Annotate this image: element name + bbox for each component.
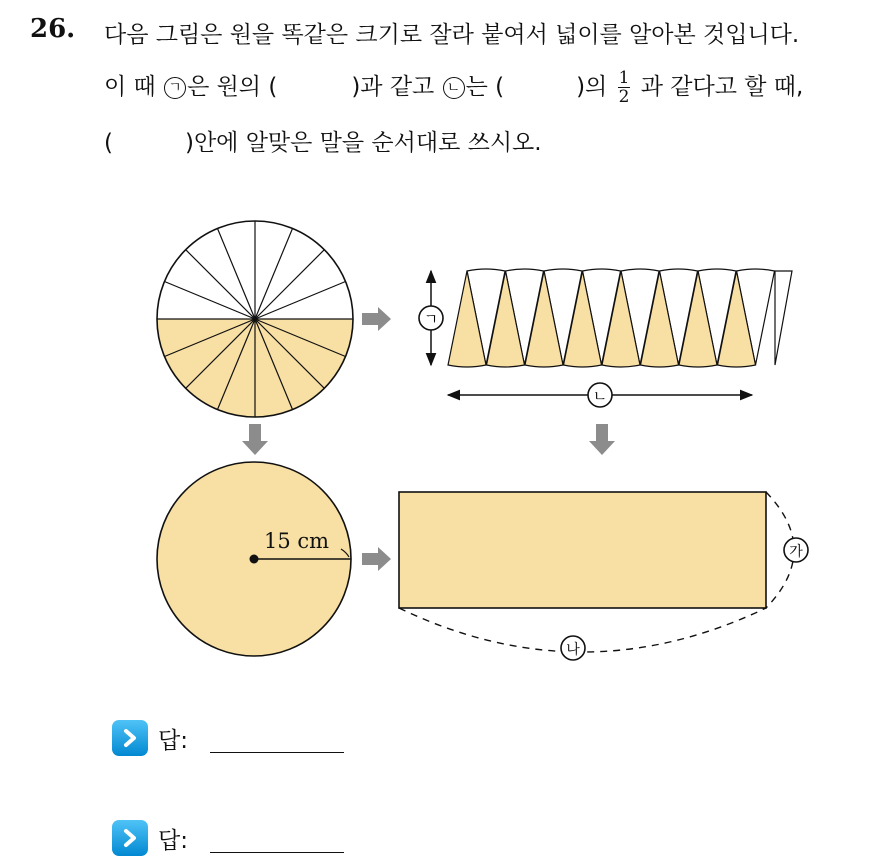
text-segment: )안에 알맞은 말을 순서대로 쓰시오. [184,130,542,156]
answer-row-2 [112,818,344,858]
chevron-right-icon [112,820,148,856]
text-segment: )의 [576,74,615,100]
text-segment: ( [104,130,113,156]
text-segment: 은 원의 ( [187,74,278,100]
circled-mark-b: ㄴ [443,77,465,99]
result-rectangle [399,492,766,608]
label-a: ㄱ [423,310,439,328]
radius-label: 15 cm [264,529,330,553]
right-arrow-bottom [362,547,391,571]
circled-mark-a: ㄱ [164,77,186,99]
circle-sector-lines [157,221,353,417]
sector-line [255,250,324,319]
down-arrow-right [589,424,615,455]
answer-blank-1[interactable] [210,724,344,753]
center-dot [250,555,259,564]
divided-circle [157,221,353,417]
down-arrow-left [242,424,268,455]
text-segment: 과 같다고 할 때, [633,74,804,100]
question-line-1: 다음 그림은 원을 똑같은 크기로 잘라 붙여서 넓이를 알아본 것입니다. [104,22,800,48]
question-number: 26. [30,14,76,44]
sector-line [186,250,255,319]
rearranged-sectors [448,269,792,367]
text-segment: 이 때 [104,74,164,100]
text-segment: )과 같고 [351,74,442,100]
white-sector [775,271,792,365]
answer-blank-2[interactable] [210,824,344,853]
answer-row-1 [112,718,344,758]
label-b: ㄴ [592,387,608,405]
right-arrow-top [362,307,391,331]
fraction-numerator: 1 [618,68,630,88]
answer-label: 답: [158,727,188,754]
answer-label: 답: [158,827,188,854]
fraction-denominator: 2 [618,87,630,107]
text-segment: 는 ( [465,74,505,100]
filled-circle [157,462,351,656]
label-ga: 가 [789,544,803,560]
label-na: 나 [566,642,580,658]
chevron-right-icon [112,720,148,756]
